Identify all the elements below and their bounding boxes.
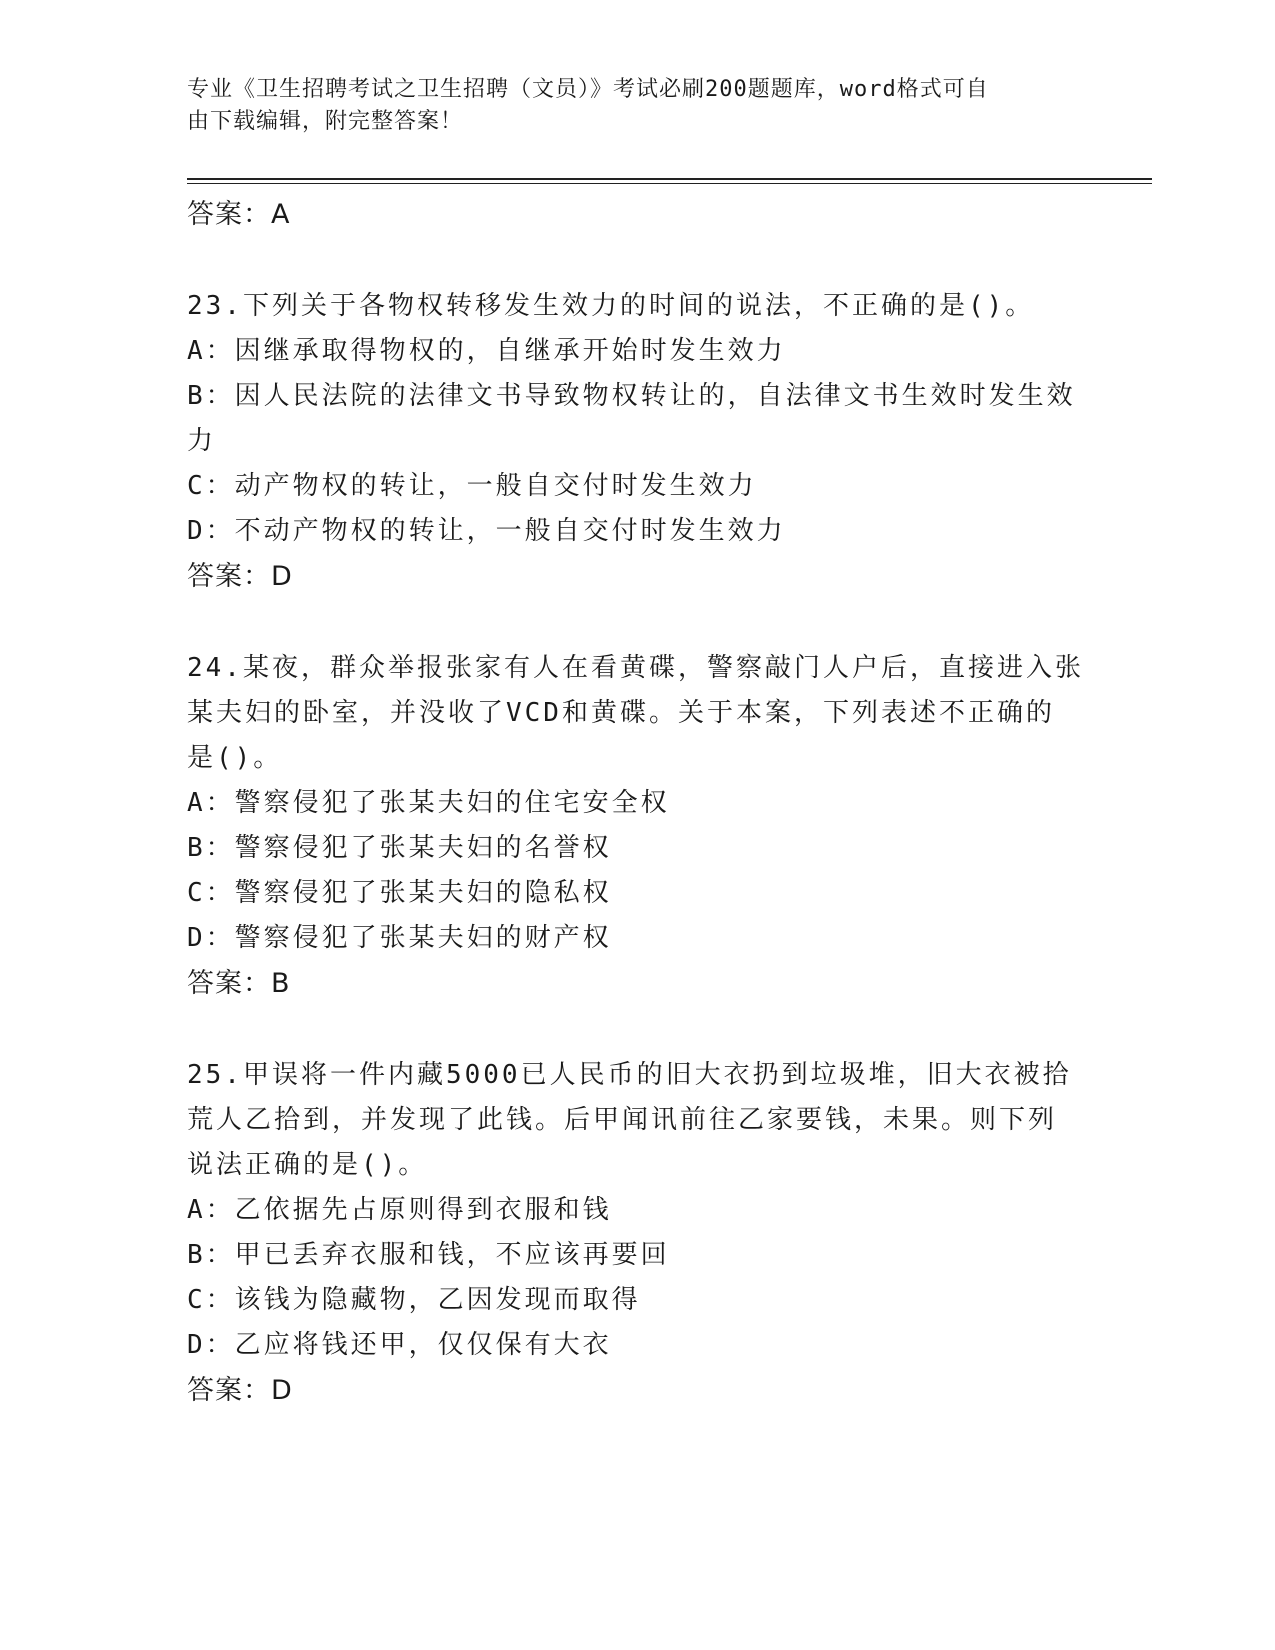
- question-list: [187, 192, 1087, 1413]
- option-b: B：因人民法院的法律文书导致物权转让的，自法律文书生效时发生效: [187, 381, 1076, 411]
- option-d: D：不动产物权的转让，一般自交付时发生效力: [187, 516, 786, 546]
- header-line: 由下载编辑，附完整答案！: [187, 109, 464, 134]
- question-stem: 23.下列关于各物权转移发生效力的时间的说法，不正确的是()。: [187, 291, 1035, 321]
- question-stem: 是()。: [187, 743, 283, 773]
- question-stem: 25.甲误将一件内藏5000已人民币的旧大衣扔到垃圾堆，旧大衣被拾: [187, 1060, 1072, 1090]
- header-divider-thin: [187, 183, 1152, 184]
- question-stem: 24.某夜，群众举报张家有人在看黄碟，警察敲门人户后，直接进入张: [187, 653, 1084, 683]
- option-c: C：动产物权的转让，一般自交付时发生效力: [187, 471, 757, 501]
- option-b: B：甲已丢弃衣服和钱，不应该再要回: [187, 1240, 670, 1270]
- header-divider: [187, 178, 1152, 180]
- question-stem: 某夫妇的卧室，并没收了VCD和黄碟。关于本案，下列表述不正确的: [187, 698, 1055, 728]
- option-b-continued: 力: [187, 426, 217, 456]
- option-d: D：乙应将钱还甲，仅仅保有大衣: [187, 1330, 612, 1360]
- answer-line: 答案：D: [187, 561, 293, 592]
- option-c: C：该钱为隐藏物，乙因发现而取得: [187, 1285, 641, 1315]
- answer-line: 答案：B: [187, 968, 291, 999]
- option-a: A：因继承取得物权的，自继承开始时发生效力: [187, 336, 786, 366]
- header-line: 专业《卫生招聘考试之卫生招聘（文员）》考试必刷200题题库，word格式可自: [187, 77, 989, 102]
- answer-line: 答案：D: [187, 1375, 293, 1406]
- option-c: C：警察侵犯了张某夫妇的隐私权: [187, 878, 612, 908]
- question-block: [187, 1053, 1087, 1413]
- question-stem: 荒人乙拾到，并发现了此钱。后甲闻讯前往乙家要钱，未果。则下列: [187, 1105, 1058, 1135]
- spacer: [187, 237, 1087, 284]
- answer-line: 答案：A: [187, 199, 291, 230]
- option-b: B：警察侵犯了张某夫妇的名誉权: [187, 833, 612, 863]
- question-block: [187, 284, 1087, 599]
- question-stem: 说法正确的是()。: [187, 1150, 428, 1180]
- option-a: A：乙依据先占原则得到衣服和钱: [187, 1195, 612, 1225]
- question-block: [187, 646, 1087, 1006]
- spacer: [187, 599, 1087, 646]
- document-header: [187, 74, 1067, 138]
- option-a: A：警察侵犯了张某夫妇的住宅安全权: [187, 788, 670, 818]
- option-d: D：警察侵犯了张某夫妇的财产权: [187, 923, 612, 953]
- spacer: [187, 1006, 1087, 1053]
